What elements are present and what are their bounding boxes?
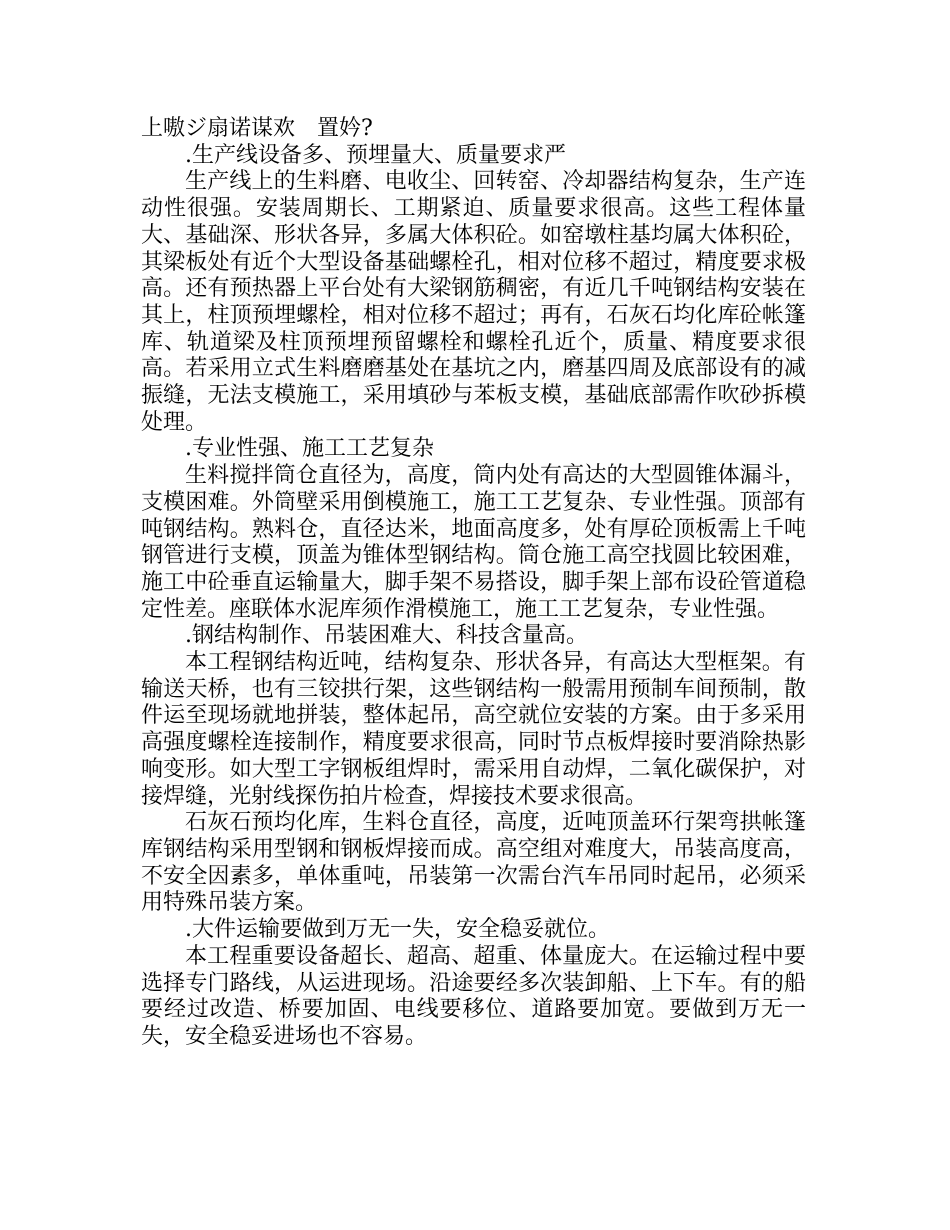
section-paragraph: 生料搅拌筒仓直径为，高度，筒内处有高达的大型圆锥体漏斗，支模困难。外筒壁采用倒模施工，施工工艺复杂、专业性强。顶部有吨钢结构。熟料仓，直径达米，地面高度多，处有厚砼顶板需上千吨钢管进行支模，顶盖为锥体型钢结构。筒仓施工高空找圆比较困难，施工中砼垂直运输量大，脚手架不易搭设，脚手架上部布设砼管道稳定性差。座联体水泥库须作滑模施工，施工工艺复杂，专业性强。	[141, 463, 806, 622]
section-heading: .大件运输要做到万无一失，安全稳妥就位。	[185, 917, 610, 943]
section-paragraph: 生产线上的生料磨、电收尘、回转窑、冷却器结构复杂，生产连动性很强。安装周期长、工期紧迫、质量要求很高。这些工程体量大、基础深、形状各异，多属大体积砼。如窑墩柱基均属大体积砼，其梁板处有近个大型设备基础螺栓孔，相对位移不超过，精度要求极高。还有预热器上平台处有大梁钢筋稠密，有近几千吨钢结构安装在其上，柱顶预埋螺栓，相对位移不超过；再有，石灰石均化库砼帐篷库、轨道梁及柱顶预埋预留螺栓和螺栓孔近个，质量、精度要求很高。若采用立式生料磨磨基处在基坑之内，磨基四周及底部设有的减振缝，无法支模施工，采用填砂与苯板支模，基础底部需作吹砂拆模处理。	[141, 169, 806, 435]
section-paragraph: 石灰石预均化库，生料仓直径，高度，近吨顶盖环行架弯拱帐篷库钢结构采用型钢和钢板焊接而成。高空组对难度大，吊装高度高，不安全因素多，单体重吨，吊装第一次需台汽车吊同时起吊，必须采用特殊吊装方案。	[141, 810, 806, 916]
section-heading: .生产线设备多、预埋量大、质量要求严	[185, 142, 566, 168]
section-paragraph: 本工程钢结构近吨，结构复杂、形状各异，有高达大型框架。有输送天桥，也有三铰拱行架，这些钢结构一般需用预制车间预制，散件运至现场就地拼装，整体起吊，高空就位安装的方案。由于多采用高强度螺栓连接制作，精度要求很高，同时节点板焊接时要消除热影响变形。如大型工字钢板组焊时，需采用自动焊，二氧化碳保护，对接焊缝，光射线探伤拍片检查，焊接技术要求很高。	[141, 650, 806, 809]
section-paragraph: 本工程重要设备超长、超高、超重、体量庞大。在运输过程中要选择专门路线，从运进现场。沿途要经多次装卸船、上下车。有的船要经过改造、桥要加固、电线要移位、道路要加宽。要做到万无一失，安全稳妥进场也不容易。	[141, 943, 806, 1049]
section-heading: .专业性强、施工工艺复杂	[185, 436, 434, 462]
section-heading: .钢结构制作、吊装困难大、科技含量高。	[185, 623, 588, 649]
intro-line: 上嗷ジ扇诺谋欢 置妗?	[141, 116, 373, 141]
document-page	[141, 116, 806, 1051]
